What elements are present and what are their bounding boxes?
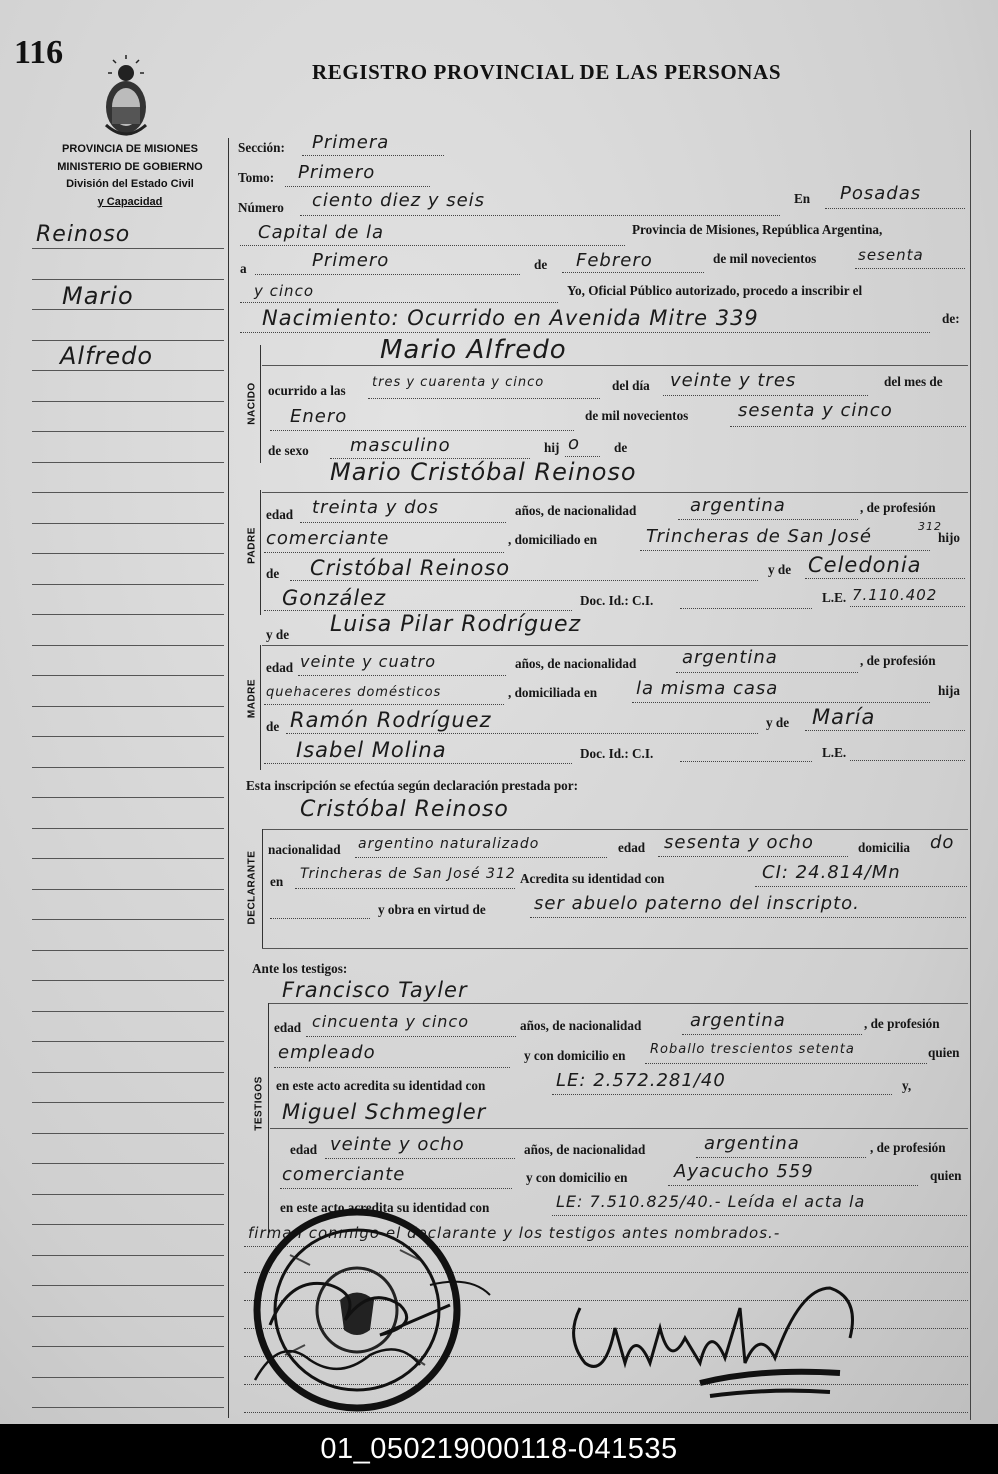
- hijo-suffix: o: [568, 433, 581, 454]
- abuelo-materno: Ramón Rodríguez: [290, 708, 492, 732]
- de-label: de: [266, 719, 280, 734]
- madre-profesion: quehaceres domésticos: [266, 685, 442, 700]
- margin-rule: [32, 1163, 224, 1164]
- capital-value: Capital de la: [258, 222, 385, 243]
- mil-novecientos-label: de mil novecientos: [585, 408, 689, 423]
- hora-nacimiento: tres y cuarenta y cinco: [372, 375, 545, 390]
- tipo-inscripcion: Nacimiento: Ocurrido en Avenida Mitre 339: [262, 306, 759, 330]
- margin-rule: [32, 431, 224, 432]
- padre-side-label: PADRE: [246, 527, 258, 564]
- nacionalidad-label: años, de nacionalidad: [515, 656, 637, 671]
- margin-rule: [32, 1316, 224, 1317]
- abuela-paterna-cont: González: [282, 586, 387, 610]
- testigo1-edad: cincuenta y cinco: [312, 1012, 469, 1031]
- declarante-nacionalidad: argentino naturalizado: [358, 836, 540, 852]
- nacido-side-label: NACIDO: [246, 382, 258, 425]
- testigo1-documento: LE: 2.572.281/40: [556, 1070, 726, 1091]
- padre-domicilio: Trincheras de San José: [646, 526, 872, 547]
- de-label: de: [266, 566, 280, 581]
- en-label: En: [794, 191, 811, 206]
- localidad-value: Posadas: [840, 183, 922, 204]
- testigos-side-label: TESTIGOS: [253, 1076, 265, 1131]
- margin-surname: Reinoso: [36, 222, 131, 247]
- margin-rule: [32, 462, 224, 463]
- tomo-label: Tomo:: [238, 170, 275, 185]
- abuela-materna: María: [812, 705, 876, 729]
- nacido-nombre: Mario Alfredo: [380, 335, 567, 365]
- margin-rule: [32, 1194, 224, 1195]
- testigo2-documento: LE: 7.510.825/40.- Leída el acta la: [556, 1192, 866, 1211]
- margin-rule: [32, 401, 224, 402]
- declarante-documento: CI: 24.814/Mn: [762, 862, 901, 883]
- anio-nacimiento: sesenta y cinco: [738, 400, 893, 421]
- de-label: de: [534, 257, 548, 272]
- testigos-intro: Ante los testigos:: [252, 961, 348, 976]
- madre-nombre: Luisa Pilar Rodríguez: [330, 612, 582, 637]
- nacionalidad-label: años, de nacionalidad: [524, 1142, 646, 1157]
- padre-nombre: Mario Cristóbal Reinoso: [330, 458, 637, 486]
- profesion-label: , de profesión: [860, 653, 936, 668]
- testigo1-domicilio: Roballo trescientos setenta: [650, 1042, 855, 1057]
- mes-acta-value: Febrero: [576, 250, 653, 271]
- tomo-value: Primero: [298, 162, 376, 183]
- margin-rule: [32, 614, 224, 615]
- le-label: L.E.: [822, 745, 847, 760]
- margin-rule: [32, 1011, 224, 1012]
- padre-le: 7.110.402: [852, 586, 938, 604]
- domicilio-label: , domiciliada en: [508, 685, 598, 700]
- abuelo-paterno: Cristóbal Reinoso: [310, 556, 511, 580]
- testigo2-domicilio: Ayacucho 559: [674, 1161, 814, 1182]
- margin-rule: [32, 736, 224, 737]
- testigo1-profesion: empleado: [278, 1042, 376, 1063]
- nacionalidad-label: nacionalidad: [268, 842, 341, 857]
- margin-rule: [32, 340, 224, 341]
- margin-name-1: Mario: [62, 282, 134, 310]
- dia-acta-value: Primero: [312, 250, 390, 271]
- page-title: REGISTRO PROVINCIAL DE LAS PERSONAS: [312, 60, 782, 84]
- declarante-edad: sesenta y ocho: [664, 832, 814, 853]
- madre-nacionalidad: argentina: [682, 647, 778, 668]
- abuela-paterna: Celedonia: [808, 553, 922, 577]
- profesion-label: , de profesión: [870, 1140, 946, 1155]
- margin-rule: [32, 248, 224, 249]
- margin-rule: [32, 1224, 224, 1225]
- margin-rule: [32, 950, 224, 951]
- obra-label: y obra en virtud de: [378, 902, 486, 917]
- margin-rule: [32, 1133, 224, 1134]
- agency-line: PROVINCIA DE MISIONES: [62, 143, 198, 155]
- yde-label: y de: [768, 562, 792, 577]
- margin-rule: [32, 675, 224, 676]
- dia-label: del día: [612, 378, 650, 393]
- margin-rule: [32, 1285, 224, 1286]
- anio-acta-value: sesenta: [858, 246, 924, 264]
- padre-edad: treinta y dos: [312, 497, 439, 518]
- acredita-label: en este acto acredita su identidad con: [276, 1078, 486, 1093]
- margin-rule: [32, 889, 224, 890]
- seccion-label: Sección:: [238, 140, 285, 155]
- sexo-label: de sexo: [268, 443, 309, 458]
- declarante-nombre: Cristóbal Reinoso: [300, 797, 509, 822]
- margin-rule: [32, 1102, 224, 1103]
- quien-label: quien: [928, 1045, 960, 1060]
- nacionalidad-label: años, de nacionalidad: [520, 1018, 642, 1033]
- testigo1-nombre: Francisco Tayler: [282, 978, 468, 1002]
- hij-label: hij: [544, 440, 560, 455]
- de2-label: de:: [942, 311, 960, 326]
- column-divider: [228, 138, 229, 1418]
- le-label: L.E.: [822, 590, 847, 605]
- domicilio-label: , domiciliado en: [508, 532, 598, 547]
- cierre-acta: firman conmigo el declarante y los testigos antes nombrados.-: [248, 1224, 781, 1242]
- ocurrido-label: ocurrido a las: [268, 383, 346, 398]
- domicilio-label: y con domicilio en: [526, 1170, 628, 1185]
- provincia-label: Provincia de Misiones, República Argentina,: [632, 222, 883, 237]
- testigo2-nacionalidad: argentina: [704, 1133, 800, 1154]
- numero-value: ciento diez y seis: [312, 190, 486, 211]
- de-label: de: [614, 440, 628, 455]
- declarante-obra: ser abuelo paterno del inscripto.: [534, 893, 860, 914]
- edad-label: edad: [266, 507, 294, 522]
- margin-rule: [32, 1255, 224, 1256]
- mes-nacimiento: Enero: [290, 406, 348, 427]
- madre-domicilio: la misma casa: [636, 678, 779, 699]
- margin-rule: [32, 1407, 224, 1408]
- image-code-footer: 01_050219000118-041535: [0, 1424, 998, 1474]
- margin-rule: [32, 828, 224, 829]
- agency-heading: [30, 141, 230, 211]
- abuela-materna-cont: Isabel Molina: [296, 738, 447, 762]
- edad-label: edad: [290, 1142, 318, 1157]
- yde-label: y de: [266, 627, 290, 642]
- page-number: 116: [14, 34, 64, 71]
- y-label: y,: [902, 1078, 912, 1093]
- yde-label: y de: [766, 715, 790, 730]
- testigo1-nacionalidad: argentina: [690, 1010, 786, 1031]
- declarante-domicilio: Trincheras de San José 312: [300, 866, 516, 882]
- agency-line: MINISTERIO DE GOBIERNO: [57, 160, 203, 173]
- margin-rule: [32, 1377, 224, 1378]
- oficial-label: Yo, Oficial Público autorizado, procedo a inscribir el: [567, 283, 863, 298]
- officer-signature: [560, 1268, 900, 1408]
- madre-side-label: MADRE: [246, 678, 258, 719]
- mes-label: del mes de: [884, 374, 943, 389]
- padre-nacionalidad: argentina: [690, 495, 786, 516]
- a-label: a: [240, 261, 247, 276]
- acredita-label: en este acto acredita su identidad con: [280, 1200, 490, 1215]
- testigo2-profesion: comerciante: [282, 1164, 406, 1185]
- margin-rule: [32, 1072, 224, 1073]
- edad-label: edad: [618, 840, 646, 855]
- doc-id-label: Doc. Id.: C.I.: [580, 593, 654, 608]
- declaracion-intro: Esta inscripción se efectúa según declaración prestada por:: [246, 778, 578, 793]
- coat-of-arms-icon: [100, 55, 152, 140]
- en-label: en: [270, 874, 284, 889]
- padre-domicilio-num: 312: [918, 520, 942, 533]
- margin-rule: [32, 370, 224, 371]
- padre-profesion: comerciante: [266, 528, 390, 549]
- margin-rule: [32, 1041, 224, 1042]
- margin-rule: [32, 553, 224, 554]
- domicilia-label: domicilia: [858, 840, 911, 855]
- seccion-value: Primera: [312, 132, 390, 153]
- doc-id-label: Doc. Id.: C.I.: [580, 746, 654, 761]
- declarante-side-label: DECLARANTE: [246, 850, 258, 925]
- testigo2-edad: veinte y ocho: [330, 1134, 465, 1155]
- margin-rule: [32, 645, 224, 646]
- margin-rule: [32, 797, 224, 798]
- edad-label: edad: [266, 660, 294, 675]
- profesion-label: , de profesión: [860, 500, 936, 515]
- anio-acta-cont: y cinco: [254, 282, 314, 300]
- domicilia-suffix: do: [930, 832, 955, 853]
- agency-line: y Capacidad: [97, 195, 163, 208]
- profesion-label: , de profesión: [864, 1016, 940, 1031]
- margin-rule: [32, 767, 224, 768]
- margin-rule: [32, 706, 224, 707]
- margin-rule: [32, 919, 224, 920]
- hijo-label: hijo: [938, 530, 960, 545]
- margin-rule: [32, 523, 224, 524]
- margin-rule: [32, 858, 224, 859]
- acredita-label: Acredita su identidad con: [520, 871, 665, 886]
- mil-novecientos-label: de mil novecientos: [713, 251, 817, 266]
- margin-rule: [32, 584, 224, 585]
- edad-label: edad: [274, 1020, 302, 1035]
- sexo-value: masculino: [350, 435, 451, 456]
- numero-label: Número: [238, 200, 284, 215]
- madre-edad: veinte y cuatro: [300, 652, 437, 671]
- margin-rule: [32, 980, 224, 981]
- agency-line: División del Estado Civil: [66, 178, 194, 190]
- testigo2-nombre: Miguel Schmegler: [282, 1100, 487, 1124]
- domicilio-label: y con domicilio en: [524, 1048, 626, 1063]
- margin-rule: [32, 279, 224, 280]
- dia-nacimiento: veinte y tres: [670, 370, 797, 391]
- margin-rule: [32, 492, 224, 493]
- margin-name-2: Alfredo: [60, 342, 154, 370]
- hija-label: hija: [938, 683, 960, 698]
- quien-label: quien: [930, 1168, 962, 1183]
- margin-rule: [32, 1346, 224, 1347]
- nacionalidad-label: años, de nacionalidad: [515, 503, 637, 518]
- witness-signatures: [250, 1265, 500, 1385]
